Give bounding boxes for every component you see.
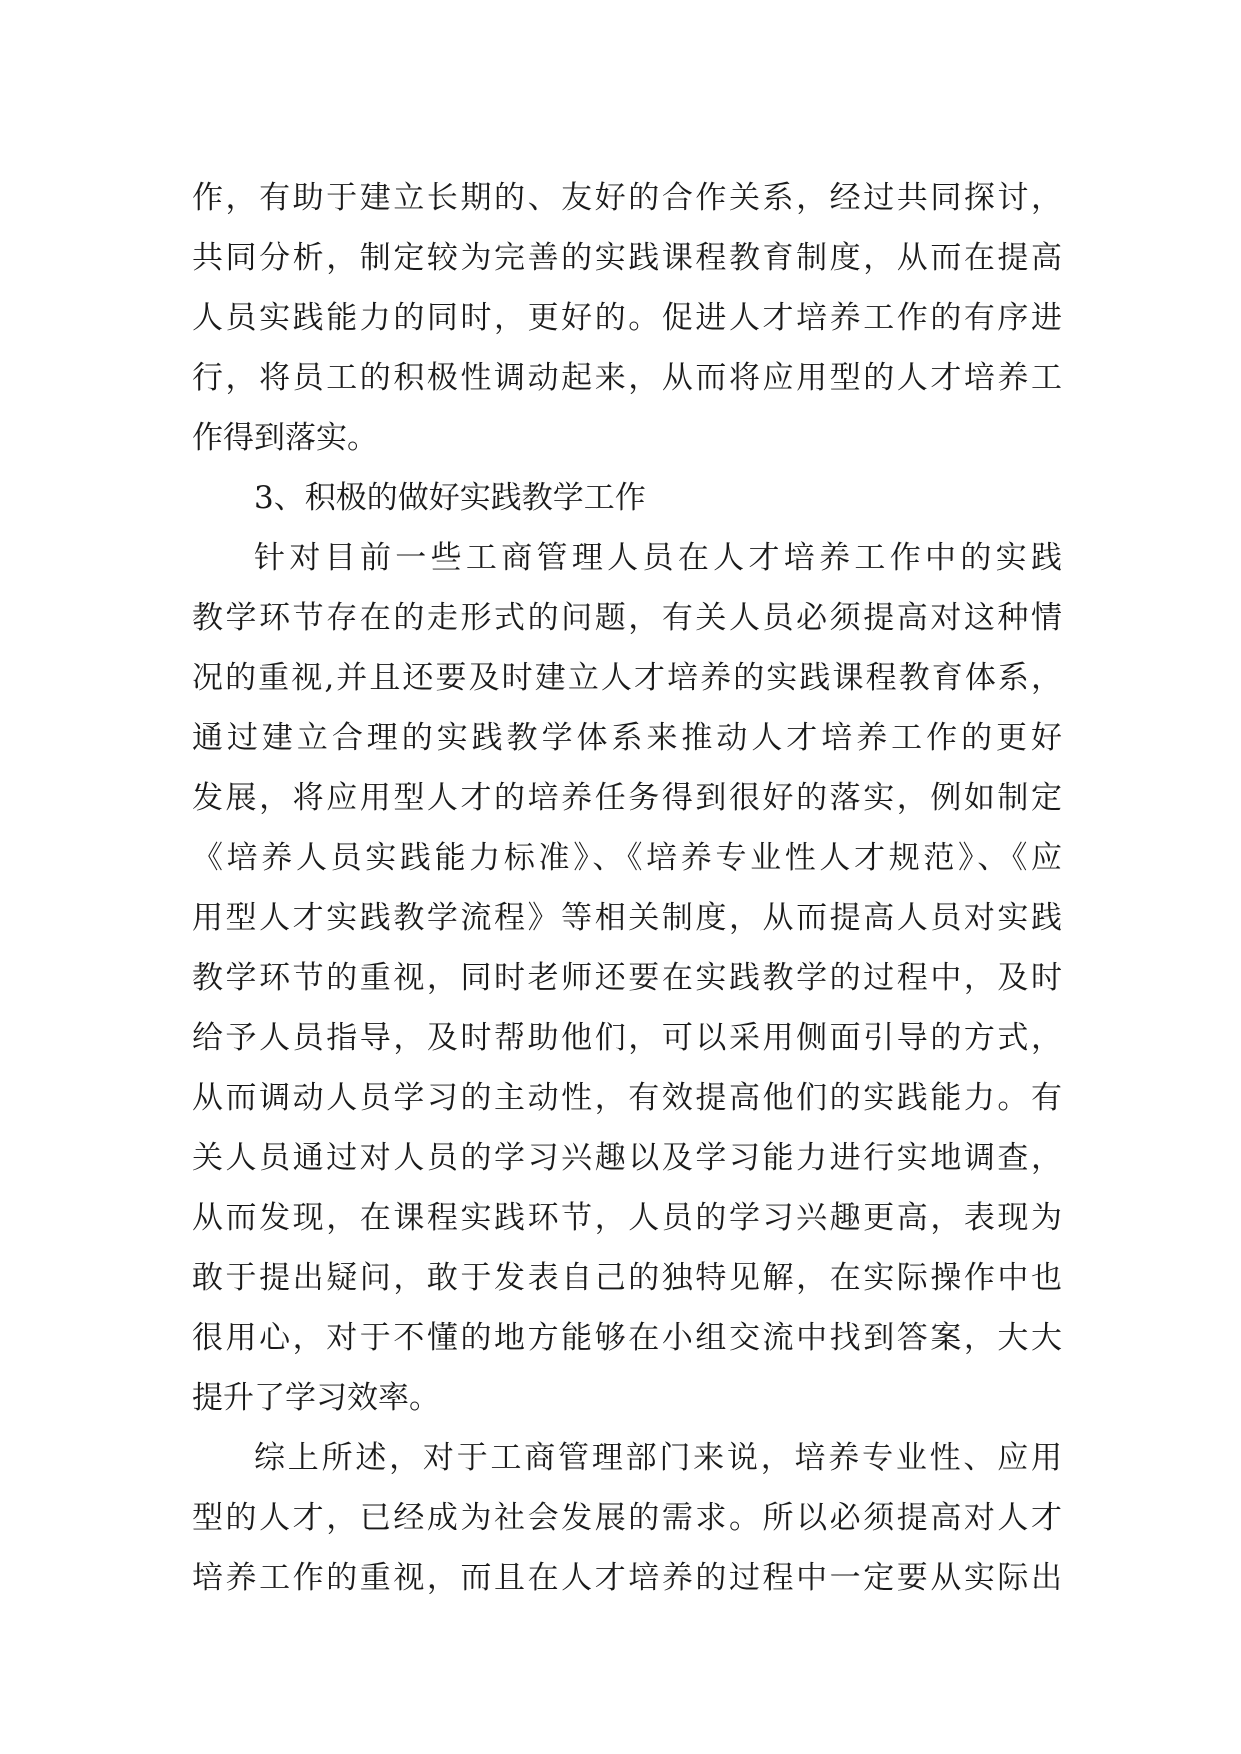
text-line: 针对目前一些工商管理人员在人才培养工作中的实践 [254,540,1062,576]
text-line: 敢于提出疑问，敢于发表自己的独特见解，在实际操作中也 [192,1260,1062,1296]
text-line: 作，有助于建立长期的、友好的合作关系，经过共同探讨， [192,180,1062,216]
text-line: 从而发现，在课程实践环节，人员的学习兴趣更高，表现为 [192,1200,1062,1236]
text-line: 综上所述，对于工商管理部门来说，培养专业性、应用 [254,1440,1062,1476]
text-line: 况的重视,并且还要及时建立人才培养的实践课程教育体系， [192,660,1062,696]
text-line: 从而调动人员学习的主动性，有效提高他们的实践能力。有 [192,1080,1062,1116]
text-line: 共同分析，制定较为完善的实践课程教育制度，从而在提高 [192,240,1062,276]
section-heading: 3、积极的做好实践教学工作 [254,480,646,516]
text-line: 教学环节的重视，同时老师还要在实践教学的过程中，及时 [192,960,1062,996]
text-line: 作得到落实。 [192,420,378,456]
text-line: 提升了学习效率。 [192,1380,440,1416]
text-line: 人员实践能力的同时，更好的。促进人才培养工作的有序进 [192,300,1062,336]
text-line: 行，将员工的积极性调动起来，从而将应用型的人才培养工 [192,360,1062,396]
text-line: 培养工作的重视，而且在人才培养的过程中一定要从实际出 [192,1560,1062,1596]
text-line: 用型人才实践教学流程》等相关制度，从而提高人员对实践 [192,900,1062,936]
text-line: 型的人才，已经成为社会发展的需求。所以必须提高对人才 [192,1500,1062,1536]
text-line: 很用心，对于不懂的地方能够在小组交流中找到答案，大大 [192,1320,1062,1356]
text-line: 通过建立合理的实践教学体系来推动人才培养工作的更好 [192,720,1062,756]
text-line: 给予人员指导，及时帮助他们，可以采用侧面引导的方式， [192,1020,1062,1056]
text-line: 关人员通过对人员的学习兴趣以及学习能力进行实地调查， [192,1140,1062,1176]
text-line: 《培养人员实践能力标准》、《培养专业性人才规范》、《应 [192,840,1062,876]
text-line: 发展，将应用型人才的培养任务得到很好的落实，例如制定 [192,780,1062,816]
text-line: 教学环节存在的走形式的问题，有关人员必须提高对这种情 [192,600,1062,636]
document-page [192,168,1062,1608]
